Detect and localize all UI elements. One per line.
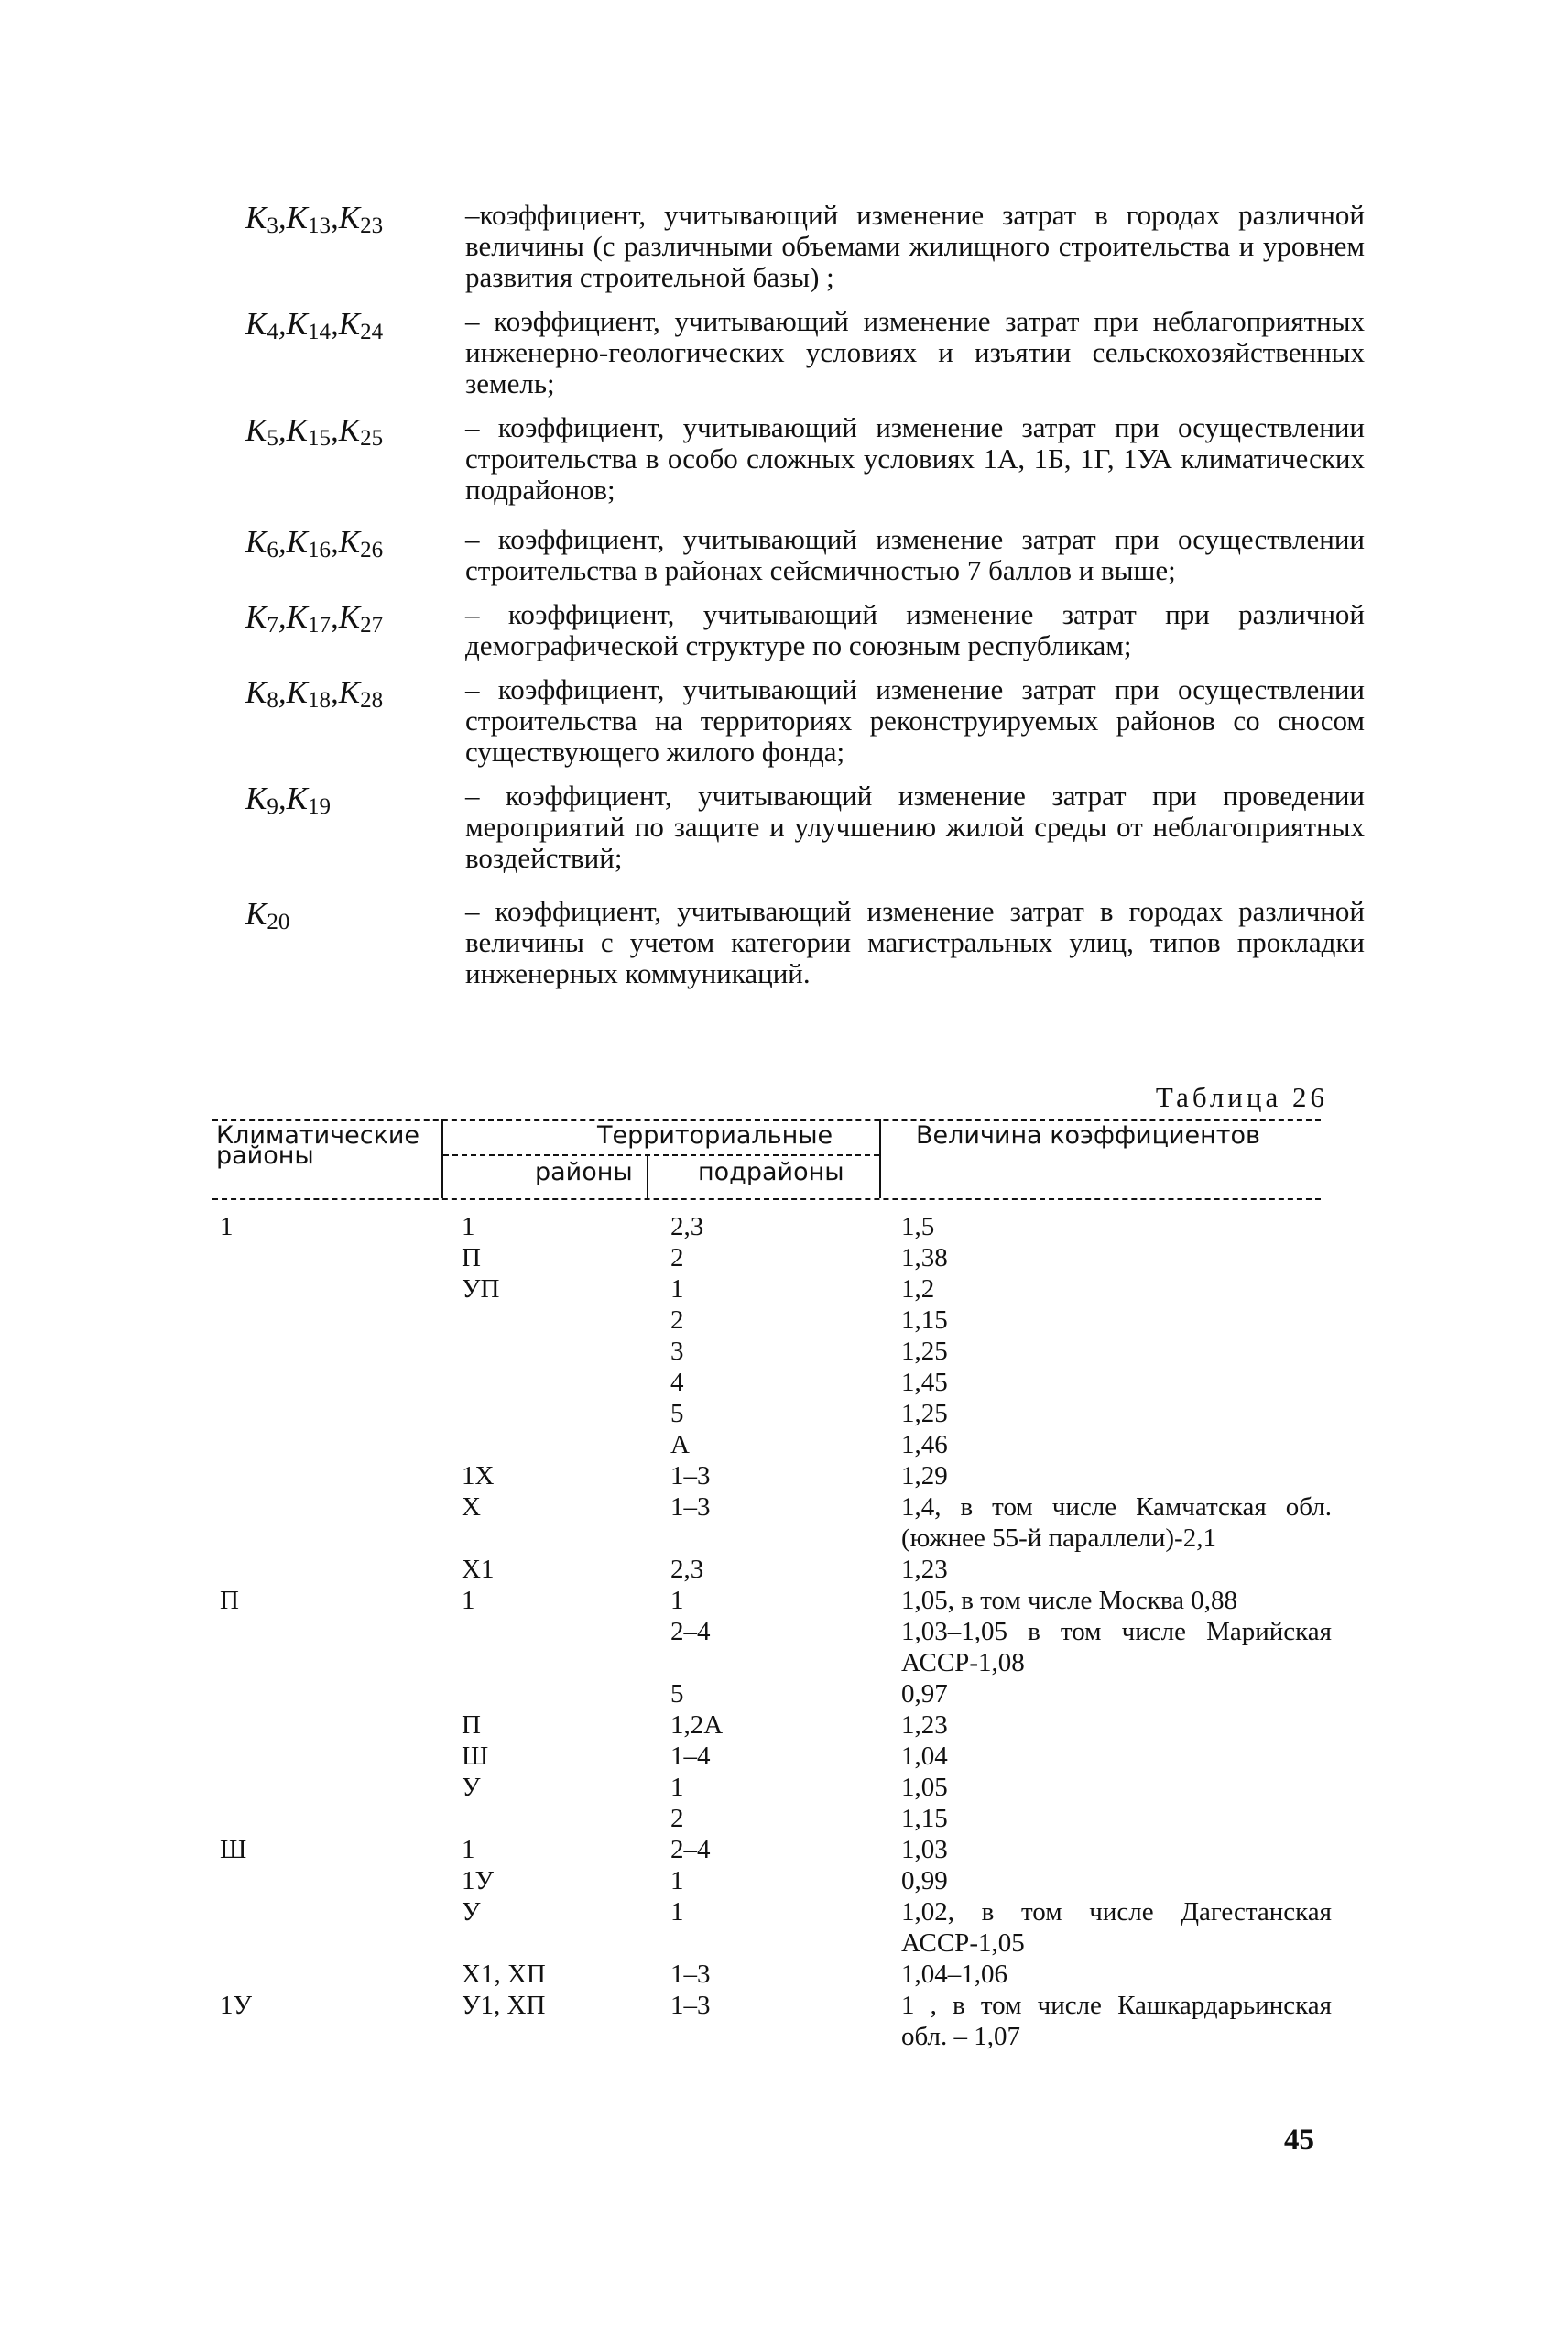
table-cell-c3: 1–3 — [670, 1492, 711, 1522]
table-row — [212, 1242, 1339, 1273]
coefficient-symbol: $K_7,K_{17},K_{27}$ — [245, 599, 384, 638]
definition-k8 — [238, 674, 1365, 768]
table-cell-c4: 1,03 — [901, 1835, 948, 1864]
table-cell-c3: 2 — [670, 1243, 684, 1272]
table-cell-c2: Х — [462, 1492, 481, 1522]
table-cell-c4: 1,46 — [901, 1430, 948, 1459]
definition-k9 — [238, 781, 1365, 874]
header-divider-3 — [879, 1119, 881, 1198]
definition-text: –коэффициент, учитывающий изменение затрат в городах различной величины (с различными объемами жилищного строительства и уровнем развития строительной базы) ; — [465, 199, 1365, 293]
table-cell-c1: 1У — [220, 1991, 253, 2020]
table-row — [212, 1616, 1339, 1678]
table-cell-c4: 0,97 — [901, 1679, 948, 1709]
table-row — [212, 1585, 1339, 1616]
header-regions: районы — [535, 1158, 633, 1186]
table-cell-c3: 2 — [670, 1804, 684, 1833]
header-bottom-rule — [212, 1198, 1321, 1200]
header-divider-2 — [647, 1156, 648, 1198]
table-cell-c3: 4 — [670, 1368, 684, 1397]
table-cell-c4: 1,23 — [901, 1710, 948, 1740]
coefficient-symbol: $K_4,K_{14},K_{24}$ — [245, 306, 384, 344]
table-cell-c3: 1 — [670, 1866, 684, 1895]
table-cell-c4: 1,4, в том числе Камчатская обл. (южнее 55-й параллели)-2,1 — [901, 1492, 1332, 1553]
table-cell-c2: У — [462, 1773, 481, 1802]
table-cell-c3: 1 — [670, 1586, 684, 1615]
header-subregions: подрайоны — [698, 1158, 844, 1186]
page-number: 45 — [1284, 2124, 1314, 2157]
table-row — [212, 1772, 1339, 1803]
table-row — [212, 1803, 1339, 1834]
table-cell-c4: 1,15 — [901, 1804, 948, 1833]
table-cell-c4: 1,29 — [901, 1461, 948, 1491]
definition-text: – коэффициент, учитывающий изменение затрат при различной демографической структуре по союзным республикам; — [465, 598, 1365, 661]
table-cell-c4: 1,5 — [901, 1212, 935, 1241]
table-cell-c2: У — [462, 1897, 481, 1927]
table-cell-c1: 1 — [220, 1212, 234, 1241]
table-cell-c4: 1,05 — [901, 1773, 948, 1802]
table-cell-c3: 5 — [670, 1399, 684, 1428]
table-cell-c4: 1,45 — [901, 1368, 948, 1397]
table-row — [212, 1398, 1339, 1429]
table-row — [212, 1336, 1339, 1367]
table-cell-c2: Х1 — [462, 1555, 495, 1584]
table-row — [212, 1834, 1339, 1865]
table-row — [212, 1460, 1339, 1491]
table-cell-c3: 1–4 — [670, 1742, 711, 1771]
table-cell-c4: 1,38 — [901, 1243, 948, 1272]
coefficient-symbol: $K_6,K_{16},K_{26}$ — [245, 524, 384, 562]
header-coef: Величина коэффициентов — [916, 1121, 1260, 1150]
definition-text: – коэффициент, учитывающий изменение затрат при осуществлении строительства в особо сложных условиях 1А, 1Б, 1Г, 1УА климатических подрайонов; — [465, 411, 1365, 506]
header-climatic-line1: Климатические — [216, 1121, 420, 1150]
table-cell-c4: 1,05, в том числе Москва 0,88 — [901, 1586, 1238, 1615]
table-row — [212, 1865, 1339, 1896]
definition-k3 — [238, 200, 1365, 293]
table-cell-c3: 1–3 — [670, 1960, 711, 1989]
table-row — [212, 1959, 1339, 1990]
table-caption: Таблица 26 — [1155, 1081, 1328, 1113]
table-cell-c3: 1 — [670, 1897, 684, 1927]
table-cell-c4: 1,23 — [901, 1555, 948, 1584]
table-cell-c2: У1, ХП — [462, 1991, 546, 2020]
table-cell-c2: 1У — [462, 1866, 495, 1895]
definition-k6 — [238, 524, 1365, 586]
table-cell-c3: А — [670, 1430, 690, 1459]
table-cell-c3: 1–3 — [670, 1991, 711, 2020]
table-row — [212, 1305, 1339, 1336]
definition-k20 — [238, 896, 1365, 989]
definition-text: – коэффициент, учитывающий изменение затрат при проведении мероприятий по защите и улучшению жилой среды от неблагоприятных воздействий; — [465, 780, 1365, 874]
coefficient-symbol: $K_{20}$ — [245, 896, 290, 934]
definition-text: – коэффициент, учитывающий изменение затрат в городах различной величины с учетом категории магистральных улиц, типов прокладки инженерных коммуникаций. — [465, 895, 1365, 989]
table-cell-c3: 5 — [670, 1679, 684, 1709]
table-row — [212, 1491, 1339, 1554]
header-climatic-line2: районы — [216, 1141, 314, 1170]
table-row — [212, 1709, 1339, 1741]
table-cell-c4: 1,25 — [901, 1399, 948, 1428]
table-cell-c3: 2,3 — [670, 1212, 704, 1241]
definition-text: – коэффициент, учитывающий изменение затрат при осуществлении строительства на территориях реконструируемых районов со сносом существующего жилого фонда; — [465, 673, 1365, 768]
table-cell-c1: П — [220, 1586, 239, 1615]
table-cell-c3: 2–4 — [670, 1835, 711, 1864]
header-territorial: Территориальные — [597, 1121, 833, 1150]
table-cell-c3: 1–3 — [670, 1461, 711, 1491]
table-cell-c4: 0,99 — [901, 1866, 948, 1895]
coefficient-symbol: $K_8,K_{18},K_{28}$ — [245, 674, 384, 713]
table-cell-c4: 1,15 — [901, 1305, 948, 1335]
table-cell-c2: УП — [462, 1274, 500, 1304]
definition-text: – коэффициент, учитывающий изменение затрат при неблагоприятных инженерно-геологических условиях и изъятии сельскохозяйственных земель; — [465, 305, 1365, 399]
table-row — [212, 1273, 1339, 1305]
table-cell-c2: Ш — [462, 1742, 489, 1771]
table-cell-c3: 2–4 — [670, 1617, 711, 1646]
header-divider-1 — [441, 1119, 443, 1198]
table-cell-c3: 2 — [670, 1305, 684, 1335]
definition-k4 — [238, 306, 1365, 399]
table-row — [212, 1990, 1339, 2052]
table-cell-c3: 2,3 — [670, 1555, 704, 1584]
coefficient-symbol: $K_3,K_{13},K_{23}$ — [245, 200, 384, 238]
table-cell-c2: 1Х — [462, 1461, 495, 1491]
table-cell-c3: 3 — [670, 1337, 684, 1366]
table-cell-c4: 1,25 — [901, 1337, 948, 1366]
table-cell-c2: П — [462, 1243, 481, 1272]
table-cell-c4: 1,03–1,05 в том числе Марийская АССР-1,08 — [901, 1617, 1332, 1677]
coefficient-definitions — [238, 200, 1365, 1002]
table-cell-c4: 1 , в том числе Кашкардарьинская обл. – 1,07 — [901, 1991, 1332, 2051]
table-row — [212, 1367, 1339, 1398]
coefficient-symbol: $K_9,K_{19}$ — [245, 781, 331, 819]
definition-text: – коэффициент, учитывающий изменение затрат при осуществлении строительства в районах сейсмичностью 7 баллов и выше; — [465, 523, 1365, 586]
table-cell-c3: 1 — [670, 1773, 684, 1802]
table-row — [212, 1896, 1339, 1959]
table-cell-c2: 1 — [462, 1586, 475, 1615]
table-cell-c2: Х1, ХП — [462, 1960, 546, 1989]
table-cell-c4: 1,2 — [901, 1274, 935, 1304]
table-cell-c4: 1,02, в том числе Дагестанская АССР-1,05 — [901, 1897, 1332, 1958]
coefficient-symbol: $K_5,K_{15},K_{25}$ — [245, 412, 384, 451]
table-row — [212, 1741, 1339, 1772]
table-cell-c3: 1 — [670, 1274, 684, 1304]
header-mid-rule — [443, 1154, 879, 1156]
table-cell-c2: 1 — [462, 1835, 475, 1864]
table-row — [212, 1678, 1339, 1709]
table-row — [212, 1211, 1339, 1242]
table-cell-c2: П — [462, 1710, 481, 1740]
table-body — [212, 1211, 1339, 2052]
definition-k5 — [238, 412, 1365, 506]
table-header — [212, 1119, 1330, 1202]
table-cell-c3: 1,2А — [670, 1710, 724, 1740]
table-cell-c2: 1 — [462, 1212, 475, 1241]
definition-k7 — [238, 599, 1365, 661]
table-row — [212, 1429, 1339, 1460]
table-cell-c4: 1,04–1,06 — [901, 1960, 1007, 1989]
table-row — [212, 1554, 1339, 1585]
table-cell-c4: 1,04 — [901, 1742, 948, 1771]
table-cell-c1: Ш — [220, 1835, 247, 1864]
